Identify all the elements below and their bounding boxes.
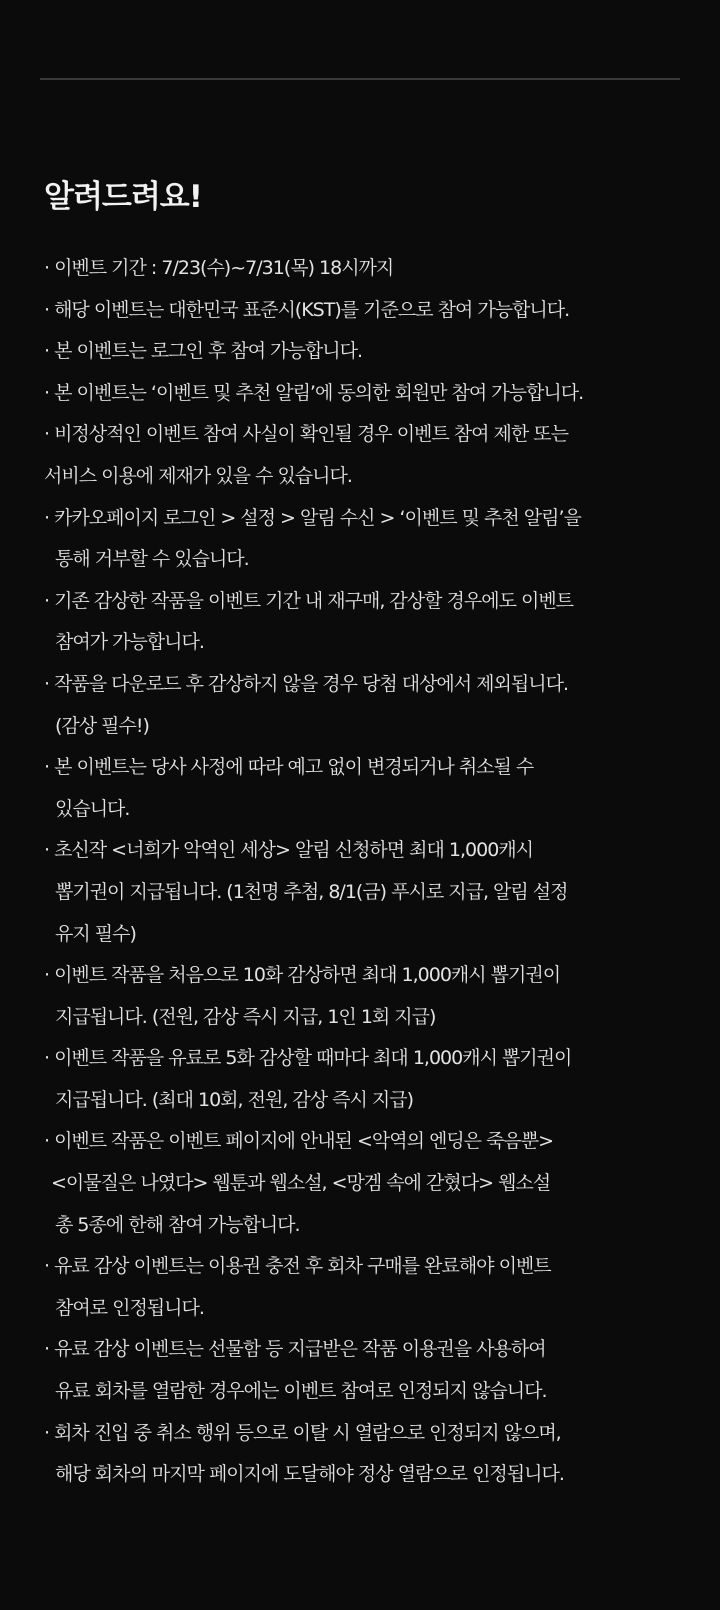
notice-item-continuation: 총 5종에 한해 참여 가능합니다. — [55, 1213, 300, 1236]
notice-item-continuation: 통해 거부할 수 있습니다. — [55, 548, 249, 571]
notice-item-continuation: 유료 회차를 열람한 경우에는 이벤트 참여로 인정되지 않습니다. — [55, 1380, 547, 1403]
notice-item: · 본 이벤트는 ‘이벤트 및 추천 알림’에 동의한 회원만 참여 가능합니다. — [44, 381, 584, 404]
notice-item: · 비정상적인 이벤트 참여 사실이 확인될 경우 이벤트 참여 제한 또는 — [44, 423, 568, 446]
notice-item: · 본 이벤트는 당사 사정에 따라 예고 없이 변경되거나 취소될 수 — [44, 756, 534, 779]
notice-item: · 해당 이벤트는 대한민국 표준시(KST)를 기준으로 참여 가능합니다. — [44, 298, 570, 321]
notice-item: · 이벤트 작품을 유료로 5화 감상할 때마다 최대 1,000캐시 뽑기권이 — [44, 1047, 572, 1070]
notice-item: · 유료 감상 이벤트는 이용권 충전 후 회차 구매를 완료해야 이벤트 — [44, 1255, 551, 1278]
notice-item: · 카카오페이지 로그인 > 설정 > 알림 수신 > ‘이벤트 및 추천 알림’을 — [44, 506, 581, 529]
notice-item-continuation: 지급됩니다. (전원, 감상 즉시 지급, 1인 1회 지급) — [55, 1005, 436, 1028]
notice-item-continuation: 유지 필수) — [55, 922, 136, 945]
notice-item: · 이벤트 기간 : 7/23(수)~7/31(목) 18시까지 — [44, 257, 394, 279]
notice-item: · 작품을 다운로드 후 감상하지 않을 경우 당첨 대상에서 제외됩니다. — [44, 672, 568, 695]
notice-title: 알려드려요! — [44, 179, 202, 215]
notice-item: · 이벤트 작품은 이벤트 페이지에 안내된 <악역의 엔딩은 죽음뿐> — [44, 1130, 554, 1153]
notice-item-continuation: 있습니다. — [55, 797, 130, 820]
notice-item: · 본 이벤트는 로그인 후 참여 가능합니다. — [44, 340, 362, 363]
section-divider — [40, 78, 680, 80]
notice-item: · 초신작 <너희가 악역인 세상> 알림 신청하면 최대 1,000캐시 — [44, 839, 534, 862]
notice-item-continuation: 참여로 인정됩니다. — [55, 1296, 204, 1319]
notice-item-continuation: 서비스 이용에 제재가 있을 수 있습니다. — [44, 464, 352, 487]
notice-item-continuation: 해당 회차의 마지막 페이지에 도달해야 정상 열람으로 인정됩니다. — [55, 1463, 564, 1486]
notice-item: · 유료 감상 이벤트는 선물함 등 지급받은 작품 이용권을 사용하여 — [44, 1338, 546, 1361]
notice-item: · 기존 감상한 작품을 이벤트 기간 내 재구매, 감상할 경우에도 이벤트 — [44, 589, 574, 612]
notice-item: · 이벤트 작품을 처음으로 10화 감상하면 최대 1,000캐시 뽑기권이 — [44, 964, 561, 987]
notice-item-continuation: (감상 필수!) — [55, 714, 149, 737]
notice-list — [44, 248, 716, 1496]
notice-item-continuation: 지급됩니다. (최대 10회, 전원, 감상 즉시 지급) — [55, 1088, 414, 1111]
notice-item-continuation: 참여가 가능합니다. — [55, 631, 204, 654]
notice-item: · 회차 진입 중 취소 행위 등으로 이탈 시 열람으로 인정되지 않으며, — [44, 1421, 561, 1444]
notice-item-continuation: <이물질은 나였다> 웹툰과 웹소설, <망겜 속에 갇혔다> 웹소설 — [51, 1172, 551, 1195]
notice-item-continuation: 뽑기권이 지급됩니다. (1천명 추첨, 8/1(금) 푸시로 지급, 알림 설정 — [55, 880, 568, 903]
